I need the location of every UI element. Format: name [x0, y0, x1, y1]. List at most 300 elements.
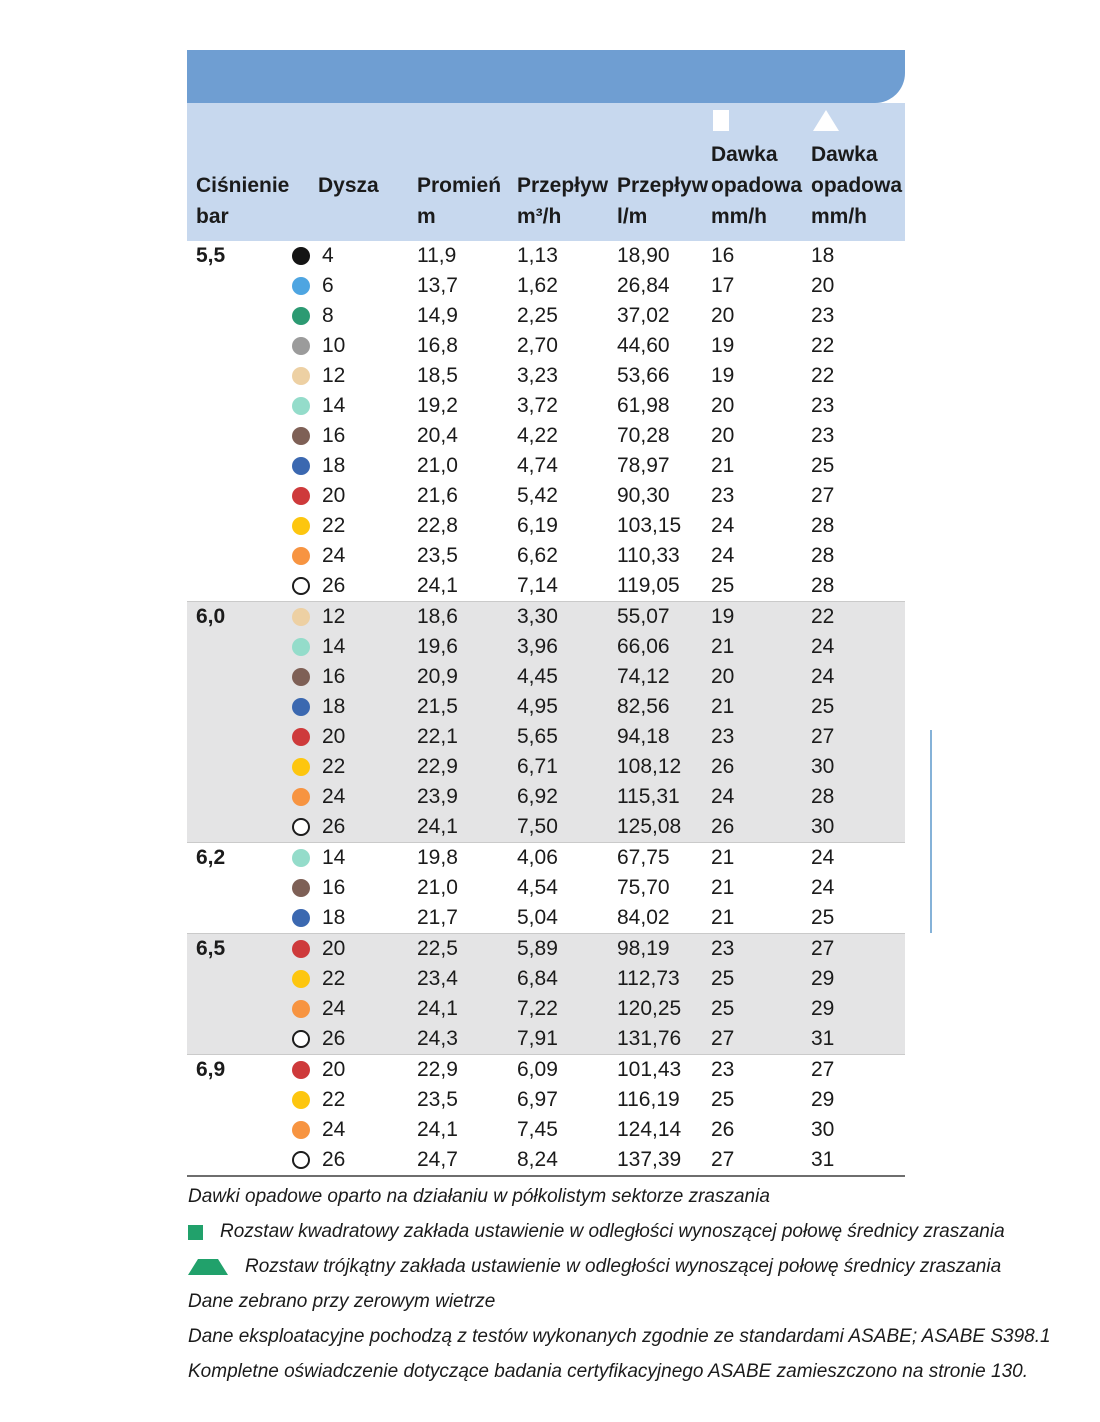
table-row [187, 812, 905, 842]
nozzle-cell [289, 755, 417, 779]
value-cell: 2,70 [517, 334, 558, 357]
nozzle-color-dot [292, 818, 310, 836]
value-cell: 19 [711, 605, 735, 628]
nozzle-cell [289, 484, 417, 508]
value-cell: 24,1 [417, 574, 458, 597]
square-icon [188, 1225, 203, 1240]
nozzle-color-dot [292, 1061, 310, 1079]
nozzle-cell [289, 514, 417, 538]
table-row [187, 964, 905, 994]
header-col-6 [811, 103, 905, 232]
value-cell: 7,45 [517, 1118, 558, 1141]
table-row [187, 241, 905, 271]
value-cell: 6,84 [517, 967, 558, 990]
nozzle-color-dot [292, 1091, 310, 1109]
value-cell: 30 [811, 815, 835, 838]
value-cell: 25 [811, 454, 835, 477]
value-cell: 119,05 [617, 574, 680, 597]
table-row [187, 602, 905, 632]
header-line: Promień [417, 174, 502, 197]
header-line: Przepływ [617, 174, 709, 197]
header-line: l/m [617, 205, 648, 228]
nozzle-color-dot [292, 608, 310, 626]
value-cell: 19 [711, 334, 735, 357]
value-cell: 29 [811, 967, 835, 990]
value-cell: 19 [711, 364, 735, 387]
table-row [187, 1115, 905, 1145]
nozzle-color-dot [292, 457, 310, 475]
value-cell: 3,23 [517, 364, 558, 387]
table-row [187, 692, 905, 722]
nozzle-label: 22 [322, 514, 346, 537]
value-cell: 17 [711, 274, 735, 297]
value-cell: 6,92 [517, 785, 558, 808]
nozzle-cell [289, 846, 417, 870]
value-cell: 24 [811, 846, 835, 869]
value-cell: 24,1 [417, 997, 458, 1020]
nozzle-color-dot [292, 909, 310, 927]
nozzle-color-dot [292, 638, 310, 656]
value-cell: 120,25 [617, 997, 682, 1020]
value-cell: 112,73 [617, 967, 680, 990]
nozzle-cell [289, 695, 417, 719]
nozzle-label: 24 [322, 997, 346, 1020]
value-cell: 22,1 [417, 725, 458, 748]
value-cell: 24 [811, 635, 835, 658]
nozzle-label: 20 [322, 484, 346, 507]
value-cell: 21,6 [417, 484, 458, 507]
table-row [187, 541, 905, 571]
nozzle-color-dot [292, 879, 310, 897]
value-cell: 20 [711, 304, 735, 327]
value-cell: 4,74 [517, 454, 558, 477]
value-cell: 82,56 [617, 695, 670, 718]
value-cell: 25 [711, 967, 735, 990]
nozzle-label: 8 [322, 304, 334, 327]
value-cell: 18,6 [417, 605, 458, 628]
nozzle-cell [289, 815, 417, 839]
value-cell: 124,14 [617, 1118, 682, 1141]
footnotes [188, 1186, 1051, 1396]
value-cell: 27 [811, 484, 835, 507]
nozzle-label: 14 [322, 846, 346, 869]
value-cell: 22,8 [417, 514, 458, 537]
value-cell: 27 [811, 937, 835, 960]
nozzle-label: 22 [322, 755, 346, 778]
nozzle-label: 26 [322, 574, 346, 597]
value-cell: 6,62 [517, 544, 558, 567]
value-cell: 21 [711, 846, 735, 869]
value-cell: 24,3 [417, 1027, 458, 1050]
nozzle-color-dot [292, 849, 310, 867]
nozzle-label: 4 [322, 244, 334, 267]
table-row [187, 451, 905, 481]
header-col-1 [289, 103, 417, 232]
nozzle-color-dot [292, 970, 310, 988]
nozzle-cell [289, 274, 417, 298]
nozzle-label: 22 [322, 967, 346, 990]
nozzle-color-dot [292, 247, 310, 265]
nozzle-color-dot [292, 1000, 310, 1018]
nozzle-color-dot [292, 728, 310, 746]
nozzle-cell [289, 997, 417, 1021]
value-cell: 21 [711, 876, 735, 899]
value-cell: 19,6 [417, 635, 458, 658]
value-cell: 27 [711, 1027, 735, 1050]
nozzle-label: 12 [322, 605, 346, 628]
value-cell: 21,0 [417, 876, 458, 899]
value-cell: 20,9 [417, 665, 458, 688]
triangle-icon [813, 110, 839, 131]
header-line: m³/h [517, 205, 562, 228]
table-row [187, 903, 905, 933]
table-row [187, 873, 905, 903]
nozzle-label: 26 [322, 1148, 346, 1171]
value-cell: 31 [811, 1027, 835, 1050]
legend-square-spacing [188, 1221, 1005, 1243]
value-cell: 27 [811, 1058, 835, 1081]
nozzle-color-dot [292, 1030, 310, 1048]
nozzle-label: 20 [322, 725, 346, 748]
table-row [187, 1055, 905, 1085]
nozzle-color-dot [292, 517, 310, 535]
nozzle-color-dot [292, 788, 310, 806]
header-col-2 [417, 103, 517, 232]
table-row [187, 301, 905, 331]
value-cell: 30 [811, 755, 835, 778]
nozzle-cell [289, 1088, 417, 1112]
nozzle-color-dot [292, 758, 310, 776]
value-cell: 66,06 [617, 635, 670, 658]
header-col-5 [711, 103, 811, 232]
nozzle-cell [289, 574, 417, 598]
nozzle-label: 24 [322, 544, 346, 567]
header-col-0 [187, 103, 289, 232]
value-cell: 98,19 [617, 937, 670, 960]
table-row [187, 722, 905, 752]
table-row [187, 934, 905, 964]
nozzle-cell [289, 937, 417, 961]
nozzle-cell [289, 1148, 417, 1172]
value-cell: 67,75 [617, 846, 670, 869]
value-cell: 24,1 [417, 815, 458, 838]
legend-square-text: Rozstaw kwadratowy zakłada ustawienie w odległości wynoszącej połowę średnicy zraszania [220, 1221, 1005, 1242]
value-cell: 55,07 [617, 605, 670, 628]
nozzle-cell [289, 967, 417, 991]
value-cell: 24 [711, 785, 735, 808]
nozzle-label: 22 [322, 1088, 346, 1111]
pressure-group-6,5 [187, 933, 905, 1054]
value-cell: 25 [711, 574, 735, 597]
header-line: Ciśnienie [196, 174, 290, 197]
value-cell: 25 [811, 906, 835, 929]
table-row [187, 391, 905, 421]
value-cell: 19,8 [417, 846, 458, 869]
value-cell: 3,96 [517, 635, 558, 658]
value-cell: 14,9 [417, 304, 458, 327]
pressure-group-6,0 [187, 601, 905, 842]
nozzle-color-dot [292, 487, 310, 505]
nozzle-cell [289, 906, 417, 930]
header-line: Przepływ [517, 174, 609, 197]
nozzle-cell [289, 454, 417, 478]
value-cell: 18 [811, 244, 835, 267]
value-cell: 23 [711, 484, 735, 507]
pressure-cell: 6,9 [196, 1058, 226, 1081]
table-row [187, 1145, 905, 1175]
value-cell: 4,06 [517, 846, 558, 869]
value-cell: 29 [811, 1088, 835, 1111]
value-cell: 22 [811, 334, 835, 357]
table-row [187, 632, 905, 662]
value-cell: 23 [711, 937, 735, 960]
pressure-group-6,9 [187, 1054, 905, 1175]
nozzle-color-dot [292, 277, 310, 295]
value-cell: 5,65 [517, 725, 558, 748]
value-cell: 1,13 [517, 244, 558, 267]
value-cell: 16,8 [417, 334, 458, 357]
note-wind: Dane zebrano przy zerowym wietrze [188, 1291, 496, 1312]
nozzle-label: 20 [322, 1058, 346, 1081]
value-cell: 1,62 [517, 274, 558, 297]
value-cell: 28 [811, 574, 835, 597]
nozzle-color-dot [292, 577, 310, 595]
pressure-cell: 6,5 [196, 937, 226, 960]
value-cell: 23,5 [417, 544, 458, 567]
value-cell: 21 [711, 695, 735, 718]
pressure-group-6,2 [187, 842, 905, 933]
value-cell: 90,30 [617, 484, 670, 507]
nozzle-cell [289, 394, 417, 418]
note-certification: Kompletne oświadczenie dotyczące badania certyfikacyjnego ASABE zamieszczono na stronie 130. [188, 1361, 1028, 1382]
value-cell: 18,5 [417, 364, 458, 387]
value-cell: 24 [711, 544, 735, 567]
nozzle-label: 20 [322, 937, 346, 960]
header-line: Dysza [318, 174, 379, 197]
value-cell: 19,2 [417, 394, 458, 417]
pressure-cell: 5,5 [196, 244, 226, 267]
pressure-group-5,5 [187, 241, 905, 601]
header-line: Dawka [811, 143, 878, 166]
value-cell: 24 [811, 876, 835, 899]
value-cell: 25 [711, 997, 735, 1020]
table-row [187, 782, 905, 812]
nozzle-label: 10 [322, 334, 346, 357]
nozzle-cell [289, 334, 417, 358]
table-body [187, 241, 905, 1177]
value-cell: 7,14 [517, 574, 558, 597]
table-row [187, 752, 905, 782]
value-cell: 24,7 [417, 1148, 458, 1171]
value-cell: 20 [711, 665, 735, 688]
page-margin-rule [930, 730, 932, 933]
square-icon [713, 110, 729, 131]
value-cell: 23 [811, 304, 835, 327]
value-cell: 26 [711, 755, 735, 778]
header-line [318, 201, 324, 232]
table-row [187, 843, 905, 873]
value-cell: 94,18 [617, 725, 670, 748]
nozzle-label: 18 [322, 695, 346, 718]
legend-triangle-text: Rozstaw trójkątny zakłada ustawienie w odległości wynoszącej połowę średnicy zraszania [245, 1256, 1002, 1277]
value-cell: 25 [811, 695, 835, 718]
nozzle-label: 16 [322, 876, 346, 899]
table-top-band [187, 50, 905, 103]
value-cell: 103,15 [617, 514, 682, 537]
table-header [187, 103, 905, 241]
value-cell: 20,4 [417, 424, 458, 447]
value-cell: 18,90 [617, 244, 670, 267]
value-cell: 21 [711, 906, 735, 929]
nozzle-color-dot [292, 337, 310, 355]
value-cell: 6,19 [517, 514, 558, 537]
value-cell: 125,08 [617, 815, 682, 838]
value-cell: 108,12 [617, 755, 682, 778]
header-line: mm/h [811, 205, 868, 228]
value-cell: 16 [711, 244, 735, 267]
value-cell: 110,33 [617, 544, 680, 567]
table-row [187, 271, 905, 301]
value-cell: 20 [711, 394, 735, 417]
value-cell: 61,98 [617, 394, 670, 417]
value-cell: 20 [711, 424, 735, 447]
value-cell: 4,95 [517, 695, 558, 718]
value-cell: 22 [811, 364, 835, 387]
value-cell: 4,22 [517, 424, 558, 447]
value-cell: 28 [811, 544, 835, 567]
nozzle-color-dot [292, 698, 310, 716]
nozzle-label: 16 [322, 665, 346, 688]
value-cell: 23 [711, 1058, 735, 1081]
value-cell: 8,24 [517, 1148, 558, 1171]
value-cell: 29 [811, 997, 835, 1020]
value-cell: 26 [711, 1118, 735, 1141]
triangle-icon [188, 1259, 228, 1275]
nozzle-color-dot [292, 397, 310, 415]
value-cell: 23 [711, 725, 735, 748]
value-cell: 31 [811, 1148, 835, 1171]
value-cell: 21 [711, 635, 735, 658]
value-cell: 115,31 [617, 785, 680, 808]
value-cell: 13,7 [417, 274, 458, 297]
nozzle-label: 18 [322, 454, 346, 477]
value-cell: 21,5 [417, 695, 458, 718]
nozzle-label: 24 [322, 1118, 346, 1141]
header-line: opadowa [811, 174, 903, 197]
value-cell: 24 [711, 514, 735, 537]
value-cell: 30 [811, 1118, 835, 1141]
nozzle-cell [289, 244, 417, 268]
header-line: Dawka [711, 143, 778, 166]
value-cell: 101,43 [617, 1058, 682, 1081]
value-cell: 21,7 [417, 906, 458, 929]
value-cell: 23,5 [417, 1088, 458, 1111]
value-cell: 24 [811, 665, 835, 688]
value-cell: 6,71 [517, 755, 558, 778]
value-cell: 116,19 [617, 1088, 680, 1111]
value-cell: 75,70 [617, 876, 670, 899]
value-cell: 78,97 [617, 454, 670, 477]
value-cell: 25 [711, 1088, 735, 1111]
value-cell: 24,1 [417, 1118, 458, 1141]
nozzle-label: 12 [322, 364, 346, 387]
value-cell: 27 [711, 1148, 735, 1171]
nozzle-cell [289, 785, 417, 809]
nozzle-cell [289, 876, 417, 900]
value-cell: 6,97 [517, 1088, 558, 1111]
nozzle-label: 26 [322, 1027, 346, 1050]
note-standards: Dane eksploatacyjne pochodzą z testów wykonanych zgodnie ze standardami ASABE; ASABE S398.1 [188, 1326, 1051, 1347]
value-cell: 28 [811, 785, 835, 808]
nozzle-color-dot [292, 940, 310, 958]
header-line: mm/h [711, 205, 768, 228]
value-cell: 7,50 [517, 815, 558, 838]
value-cell: 23,4 [417, 967, 458, 990]
nozzle-label: 26 [322, 815, 346, 838]
nozzle-color-dot [292, 367, 310, 385]
table-row [187, 1085, 905, 1115]
value-cell: 3,30 [517, 605, 558, 628]
value-cell: 53,66 [617, 364, 670, 387]
value-cell: 137,39 [617, 1148, 682, 1171]
value-cell: 7,91 [517, 1027, 558, 1050]
value-cell: 28 [811, 514, 835, 537]
value-cell: 21 [711, 454, 735, 477]
value-cell: 44,60 [617, 334, 670, 357]
value-cell: 4,45 [517, 665, 558, 688]
nozzle-cell [289, 304, 417, 328]
header-col-3 [517, 103, 617, 232]
table-row [187, 361, 905, 391]
nozzle-color-dot [292, 1151, 310, 1169]
value-cell: 27 [811, 725, 835, 748]
nozzle-cell [289, 424, 417, 448]
value-cell: 22,9 [417, 755, 458, 778]
nozzle-cell [289, 1118, 417, 1142]
header-line: opadowa [711, 174, 803, 197]
nozzle-label: 14 [322, 394, 346, 417]
nozzle-cell [289, 544, 417, 568]
value-cell: 23,9 [417, 785, 458, 808]
table-row [187, 1024, 905, 1054]
value-cell: 37,02 [617, 304, 670, 327]
value-cell: 21,0 [417, 454, 458, 477]
value-cell: 3,72 [517, 394, 558, 417]
nozzle-cell [289, 635, 417, 659]
nozzle-color-dot [292, 547, 310, 565]
nozzle-label: 16 [322, 424, 346, 447]
value-cell: 84,02 [617, 906, 670, 929]
nozzle-cell [289, 725, 417, 749]
value-cell: 5,04 [517, 906, 558, 929]
nozzle-cell [289, 665, 417, 689]
value-cell: 5,42 [517, 484, 558, 507]
nozzle-cell [289, 605, 417, 629]
nozzle-label: 24 [322, 785, 346, 808]
table-row [187, 511, 905, 541]
nozzle-cell [289, 1027, 417, 1051]
nozzle-label: 6 [322, 274, 334, 297]
value-cell: 70,28 [617, 424, 670, 447]
nozzle-label: 14 [322, 635, 346, 658]
nozzle-cell [289, 364, 417, 388]
value-cell: 11,9 [417, 244, 457, 267]
nozzle-color-dot [292, 307, 310, 325]
header-line: m [417, 205, 436, 228]
pressure-cell: 6,0 [196, 605, 226, 628]
nozzle-label: 18 [322, 906, 346, 929]
nozzle-color-dot [292, 668, 310, 686]
